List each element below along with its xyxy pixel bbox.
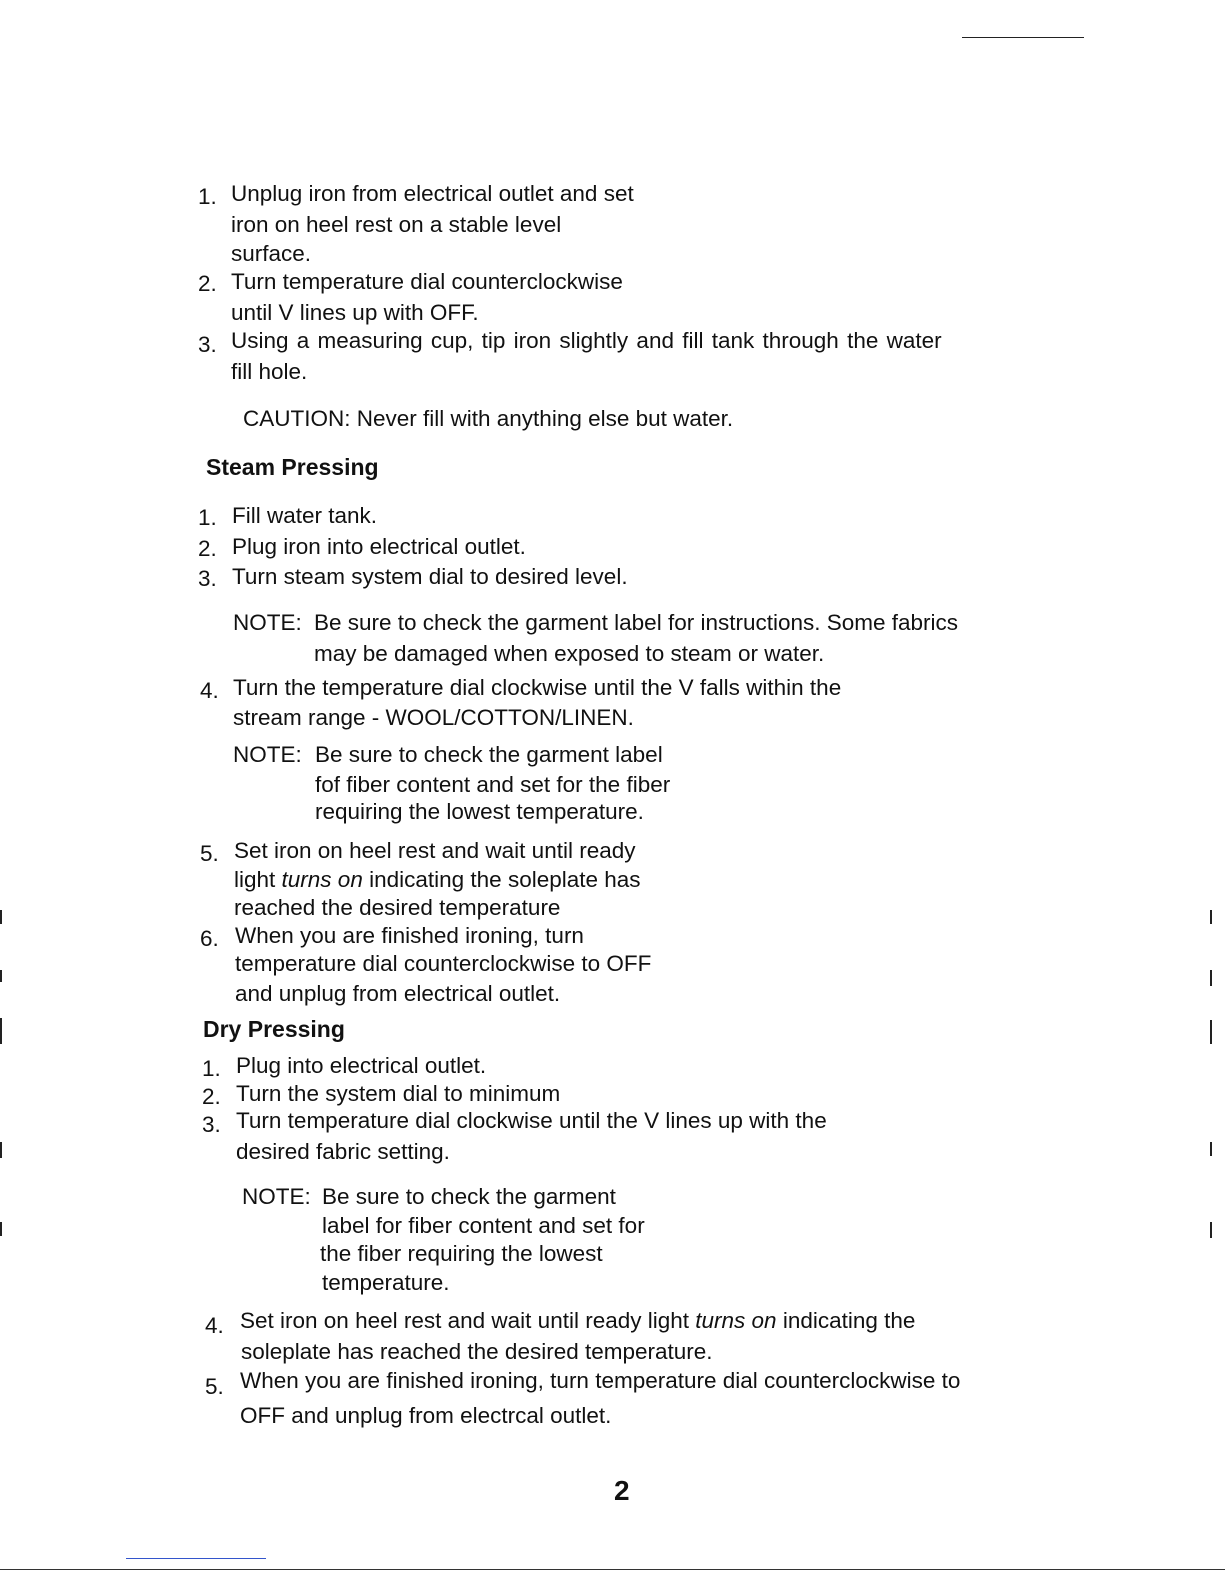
note-label: NOTE: [233,742,302,767]
emphasis-text: turns on [695,1308,777,1333]
note-text: Be sure to check the garment [322,1184,616,1209]
step-text: Plug iron into electrical outlet. [232,534,526,559]
note-text: the fiber requiring the lowest [320,1241,603,1266]
step-text: soleplate has reached the desired temperature. [241,1339,713,1364]
step-number: 1. [198,505,217,530]
step-number: 1. [202,1056,221,1081]
step-text: Turn the system dial to minimum [236,1081,561,1106]
step-text: Turn steam system dial to desired level. [232,564,628,589]
step-number: 2. [198,536,217,561]
step-text: Plug into electrical outlet. [236,1053,487,1078]
edge-mark [1210,910,1212,924]
note-text: temperature. [322,1270,450,1295]
step-text: When you are finished ironing, turn temperature dial counterclockwise to [240,1368,961,1393]
top-rule [962,37,1084,38]
step-text: Set iron on heel rest and wait until ready [234,838,636,863]
step-text [234,869,641,892]
step-text: until V lines up with OFF. [231,300,479,325]
note-text: fof fiber content and set for the fiber [315,772,671,797]
step-text: iron on heel rest on a stable level [231,212,562,237]
step-text: fill hole. [231,359,308,384]
step-text: Fill water tank. [232,503,378,528]
note-text: requiring the lowest temperature. [315,799,644,824]
step-text: Turn temperature dial clockwise until the V lines up with the [236,1108,827,1133]
caution-text: CAUTION: Never fill with anything else but water. [243,406,734,431]
edge-mark [1210,1222,1212,1238]
step-text: OFF and unplug from electrcal outlet. [240,1403,612,1428]
edge-mark [0,970,2,982]
step-text-part: Set iron on heel rest and wait until ready light [240,1308,696,1333]
bottom-rule [0,1569,1225,1570]
step-text-part: light [234,867,282,892]
note-text: label for fiber content and set for [322,1213,645,1238]
step-text: Turn the temperature dial clockwise until the V falls within the [233,675,842,700]
step-text: and unplug from electrical outlet. [235,981,561,1006]
edge-mark [1210,1142,1212,1156]
page-number: 2 [614,1475,630,1506]
note-text: Be sure to check the garment label [315,742,663,767]
section-heading-dry: Dry Pressing [203,1016,345,1042]
step-text: temperature dial counterclockwise to OFF [235,951,652,976]
edge-mark [0,910,2,924]
step-text: When you are finished ironing, turn [235,923,584,948]
step-number: 2. [202,1084,221,1109]
bottom-link-rule [126,1558,266,1559]
step-number: 2. [198,271,217,296]
section-heading-steam: Steam Pressing [206,454,379,480]
edge-mark [1210,1020,1212,1044]
note-text: Be sure to check the garment label for instructions. Some fabrics [314,610,959,635]
step-number: 4. [205,1313,224,1338]
note-label: NOTE: [242,1184,311,1209]
step-text-part: indicating the [776,1308,916,1333]
step-text [240,1310,915,1333]
emphasis-text: turns on [281,867,363,892]
step-text: Turn temperature dial counterclockwise [231,269,623,294]
step-text: stream range - WOOL/COTTON/LINEN. [233,705,634,730]
step-number: 6. [200,926,219,951]
step-text: Using a measuring cup, tip iron slightly and fill tank through the water [231,328,942,353]
note-label: NOTE: [233,610,302,635]
step-text-part: indicating the soleplate has [362,867,641,892]
edge-mark [0,1018,2,1044]
step-text: desired fabric setting. [236,1139,450,1164]
step-number: 1. [198,184,217,209]
step-number: 4. [200,678,219,703]
step-number: 3. [198,566,217,591]
step-number: 5. [205,1374,224,1399]
step-text: Unplug iron from electrical outlet and set [231,181,634,206]
note-text: may be damaged when exposed to steam or water. [314,641,825,666]
edge-mark [0,1142,2,1158]
step-text: reached the desired temperature [234,895,561,920]
step-number: 5. [200,841,219,866]
edge-mark [1210,970,1212,986]
step-number: 3. [198,332,217,357]
step-text: surface. [231,241,312,266]
edge-mark [0,1222,2,1236]
step-number: 3. [202,1112,221,1137]
